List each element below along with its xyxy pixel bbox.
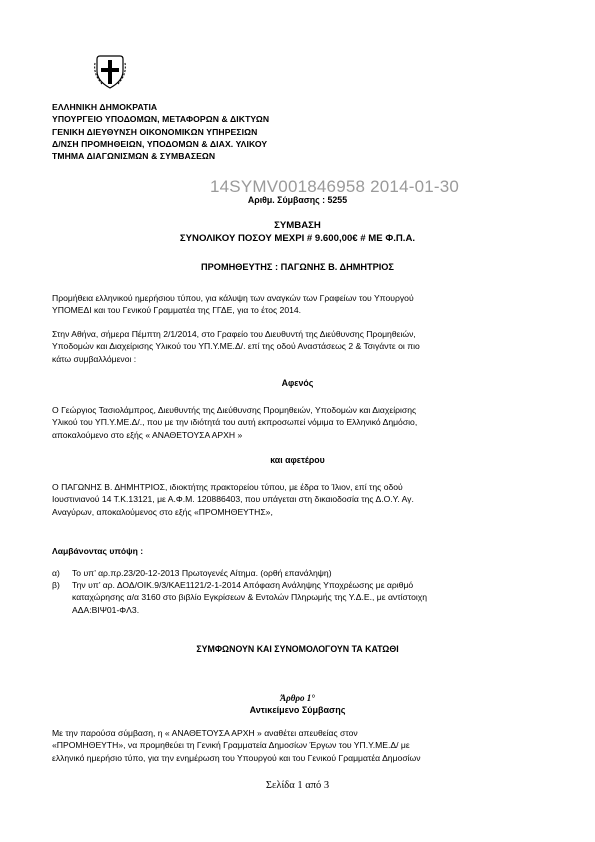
list-item: α) Το υπ’ αρ.πρ.23/20-12-2013 Πρωτογενές Αίτημα. (ορθή επανάληψη): [52, 568, 332, 578]
supplier-heading: ΠΡΟΜΗΘΕΥΤΗΣ : ΠΑΓΩΝΗΣ Β. ΔΗΜΗΤΡΙΟΣ: [201, 262, 394, 272]
header-line: ΓΕΝΙΚΗ ΔΙΕΥΘΥΝΣΗ ΟΙΚΟΝΟΜΙΚΩΝ ΥΠΗΡΕΣΙΩΝ: [52, 126, 258, 137]
article-paragraph: Με την παρούσα σύμβαση, η « ΑΝΑΘΕΤΟΥΣΑ ΑΡΧΗ » αναθέτει απευθείας στον «ΠΡΟΜΗΘΕΥΤΗ», να προμηθεύει τη Γενική Γραμματεία Δημοσίων Έργων του ΥΠ.Υ.ΜΕ.Δ/ με ελληνικό ημερήσιο τύπο, για την ενημέρωση του Υπουργού και του Γενικού Γραμματέα Δημοσίων: [52, 728, 421, 763]
kai-afeterou-heading: και αφετέρου: [270, 455, 325, 465]
article-number: Άρθρο 1°: [280, 693, 315, 703]
header-line: ΤΜΗΜΑ ΔΙΑΓΩΝΙΣΜΩΝ & ΣΥΜΒΑΣΕΩΝ: [52, 151, 216, 162]
afenos-heading: Αφενός: [281, 378, 314, 388]
page-number: Σελίδα 1 από 3: [265, 780, 330, 791]
contract-total: ΣΥΝΟΛΙΚΟΥ ΠΟΣΟΥ ΜΕΧΡΙ # 9.600,00€ # ΜΕ Φ.Π.Α.: [179, 233, 416, 244]
registry-stamp: 14SYMV001846958 2014-01-30: [210, 177, 460, 196]
issuer-header: [52, 101, 269, 162]
purpose-paragraph: Προμήθεια ελληνικού ημερήσιου τύπου, για κάλυψη των αναγκών των Γραφείων του Υπουργού ΥΠΟΜΕΔΙ και του Γενικού Γραμματέα της ΓΓΔΕ, για το έτος 2014.: [52, 293, 414, 316]
considering-heading: Λαμβάνοντας υπόψη :: [52, 546, 144, 556]
header-line: ΥΠΟΥΡΓΕΙΟ ΥΠΟΔΟΜΩΝ, ΜΕΤΑΦΟΡΩΝ & ΔΙΚΤΥΩΝ: [52, 114, 270, 125]
agreement-heading: ΣΥΜΦΩΝΟΥΝ ΚΑΙ ΣΥΝΟΜΟΛΟΓΟΥΝ ΤΑ ΚΑΤΩΘΙ: [196, 644, 399, 654]
list-item: β) Την υπ’ αρ. ΔΟΔ/ΟΙΚ.9/3/ΚΑΕ1121/2-1-2014 Απόφαση Ανάληψης Υποχρέωσης με αριθμό καταχώρησης α/α 3160 στο βιβλίο Εγκρίσεων & Εντολών Πληρωμής της Υ.Δ.Ε., με αντίστοιχη ΑΔΑ:ΒΙΨ01-ΦΛ3.: [52, 580, 428, 615]
contracting-authority-paragraph: Ο Γεώργιος Τασιολάμπρος, Διευθυντής της Διεύθυνσης Προμηθειών, Υποδομών και Διαχείρισης Υλικού του ΥΠ.Υ.ΜΕ.Δ/., που με την ιδιότητά του αυτή εκπροσωπεί νόμιμα το Ελληνικό Δημόσιο, αποκαλούμενο στο εξής « ΑΝΑΘΕΤΟΥΣΑ ΑΡΧΗ »: [52, 405, 418, 440]
supplier-paragraph: Ο ΠΑΓΩΝΗΣ Β. ΔΗΜΗΤΡΙΟΣ, ιδιοκτήτης πρακτορείου τύπου, με έδρα το Ίλιον, επί της οδού Ιουστινιανού 14 Τ.Κ.13121, με Α.Φ.Μ. 120886403, που υπάγεται στη δικαιοδοσία της Δ.Ο.Υ. Αγ. Αναγύρων, αποκαλούμενος στο εξής «ΠΡΟΜΗΘΕΥΤΗΣ»,: [52, 482, 414, 517]
header-line: Δ/ΝΣΗ ΠΡΟΜΗΘΕΙΩΝ, ΥΠΟΔΟΜΩΝ & ΔΙΑΧ. ΥΛΙΚΟΥ: [52, 138, 268, 149]
header-line: ΕΛΛΗΝΙΚΗ ΔΗΜΟΚΡΑΤΙΑ: [52, 102, 158, 112]
contract-title: ΣΥΜΒΑΣΗ: [274, 220, 321, 231]
parties-intro-paragraph: Στην Αθήνα, σήμερα Πέμπτη 2/1/2014, στο Γραφείο του Διευθυντή της Διεύθυνσης Προμηθειών, Υποδομών και Διαχείρισης Υλικού του ΥΠ.Υ.ΜΕ.Δ/. επί της οδού Αναστάσεως 2 & Τσιγάντε οι πιο κάτω συμβαλλόμενοι :: [52, 329, 420, 364]
greek-coat-of-arms-icon: [93, 53, 127, 91]
contract-number: Αριθμ. Σύμβασης : 5255: [247, 195, 348, 205]
article-title: Αντικείμενο Σύμβασης: [249, 705, 346, 715]
